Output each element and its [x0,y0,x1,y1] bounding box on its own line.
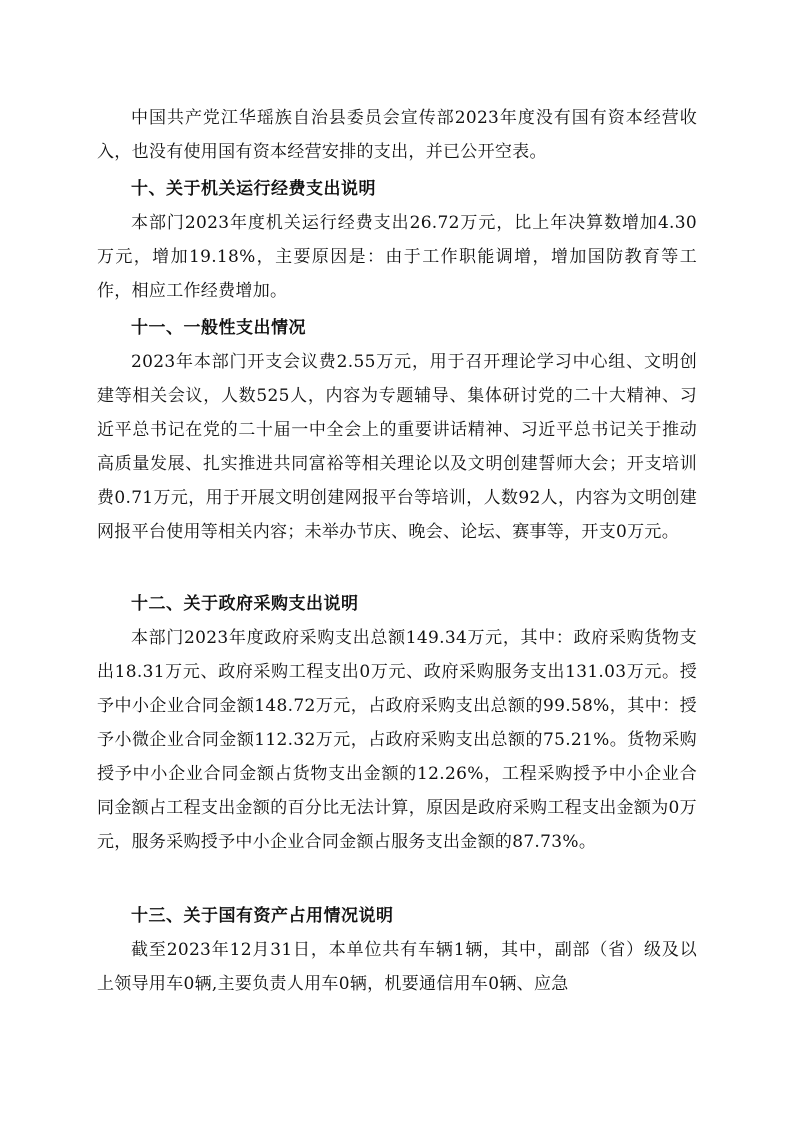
section-heading-government-procurement: 十二、关于政府采购支出说明 [131,594,359,614]
section-paragraph-government-procurement: 本部门2023年度政府采购支出总额149.34万元，其中：政府采购货物支出18.31万元、政府采购工程支出0万元、政府采购服务支出131.03万元。授予中小企业合同金额148.72万元，占政府采购支出总额的99.58%，其中：授予小微企业合同金额112.32万元，占政府采购支出总额的75.21%。货物采购授予中小企业合同金额占货物支出金额的12.26%，工程采购授予中小企业合同金额占工程支出金额的百分比无法计算，原因是政府采购工程支出金额为0万元，服务采购授予中小企业合同金额占服务支出金额的87.73%。 [97,628,697,852]
section-heading-general-expenses: 十一、一般性支出情况 [131,318,306,338]
section-heading-state-assets: 十三、关于国有资产占用情况说明 [131,906,394,926]
section-heading-operating-expenses: 十、关于机关运行经费支出说明 [131,179,376,199]
intro-paragraph: 中国共产党江华瑶族自治县委员会宣传部2023年度没有国有资本经营收入，也没有使用国有资本经营安排的支出，并已公开空表。 [97,108,697,162]
section-paragraph-state-assets: 截至2023年12月31日，本单位共有车辆1辆，其中，副部（省）级及以上领导用车0辆,主要负责人用车0辆，机要通信用车0辆、应急 [97,940,697,994]
section-paragraph-operating-expenses: 本部门2023年度机关运行经费支出26.72万元，比上年决算数增加4.30万元，增加19.18%，主要原因是：由于工作职能调增，增加国防教育等工作，相应工作经费增加。 [97,213,697,301]
section-paragraph-general-expenses: 2023年本部门开支会议费2.55万元，用于召开理论学习中心组、文明创建等相关会议，人数525人，内容为专题辅导、集体研讨党的二十大精神、习近平总书记在党的二十届一中全会上的重要讲话精神、习近平总书记关于推动高质量发展、扎实推进共同富裕等相关理论以及文明创建誓师大会；开支培训费0.71万元，用于开展文明创建网报平台等培训，人数92人，内容为文明创建网报平台使用等相关内容；未举办节庆、晚会、论坛、赛事等，开支0万元。 [97,352,697,542]
